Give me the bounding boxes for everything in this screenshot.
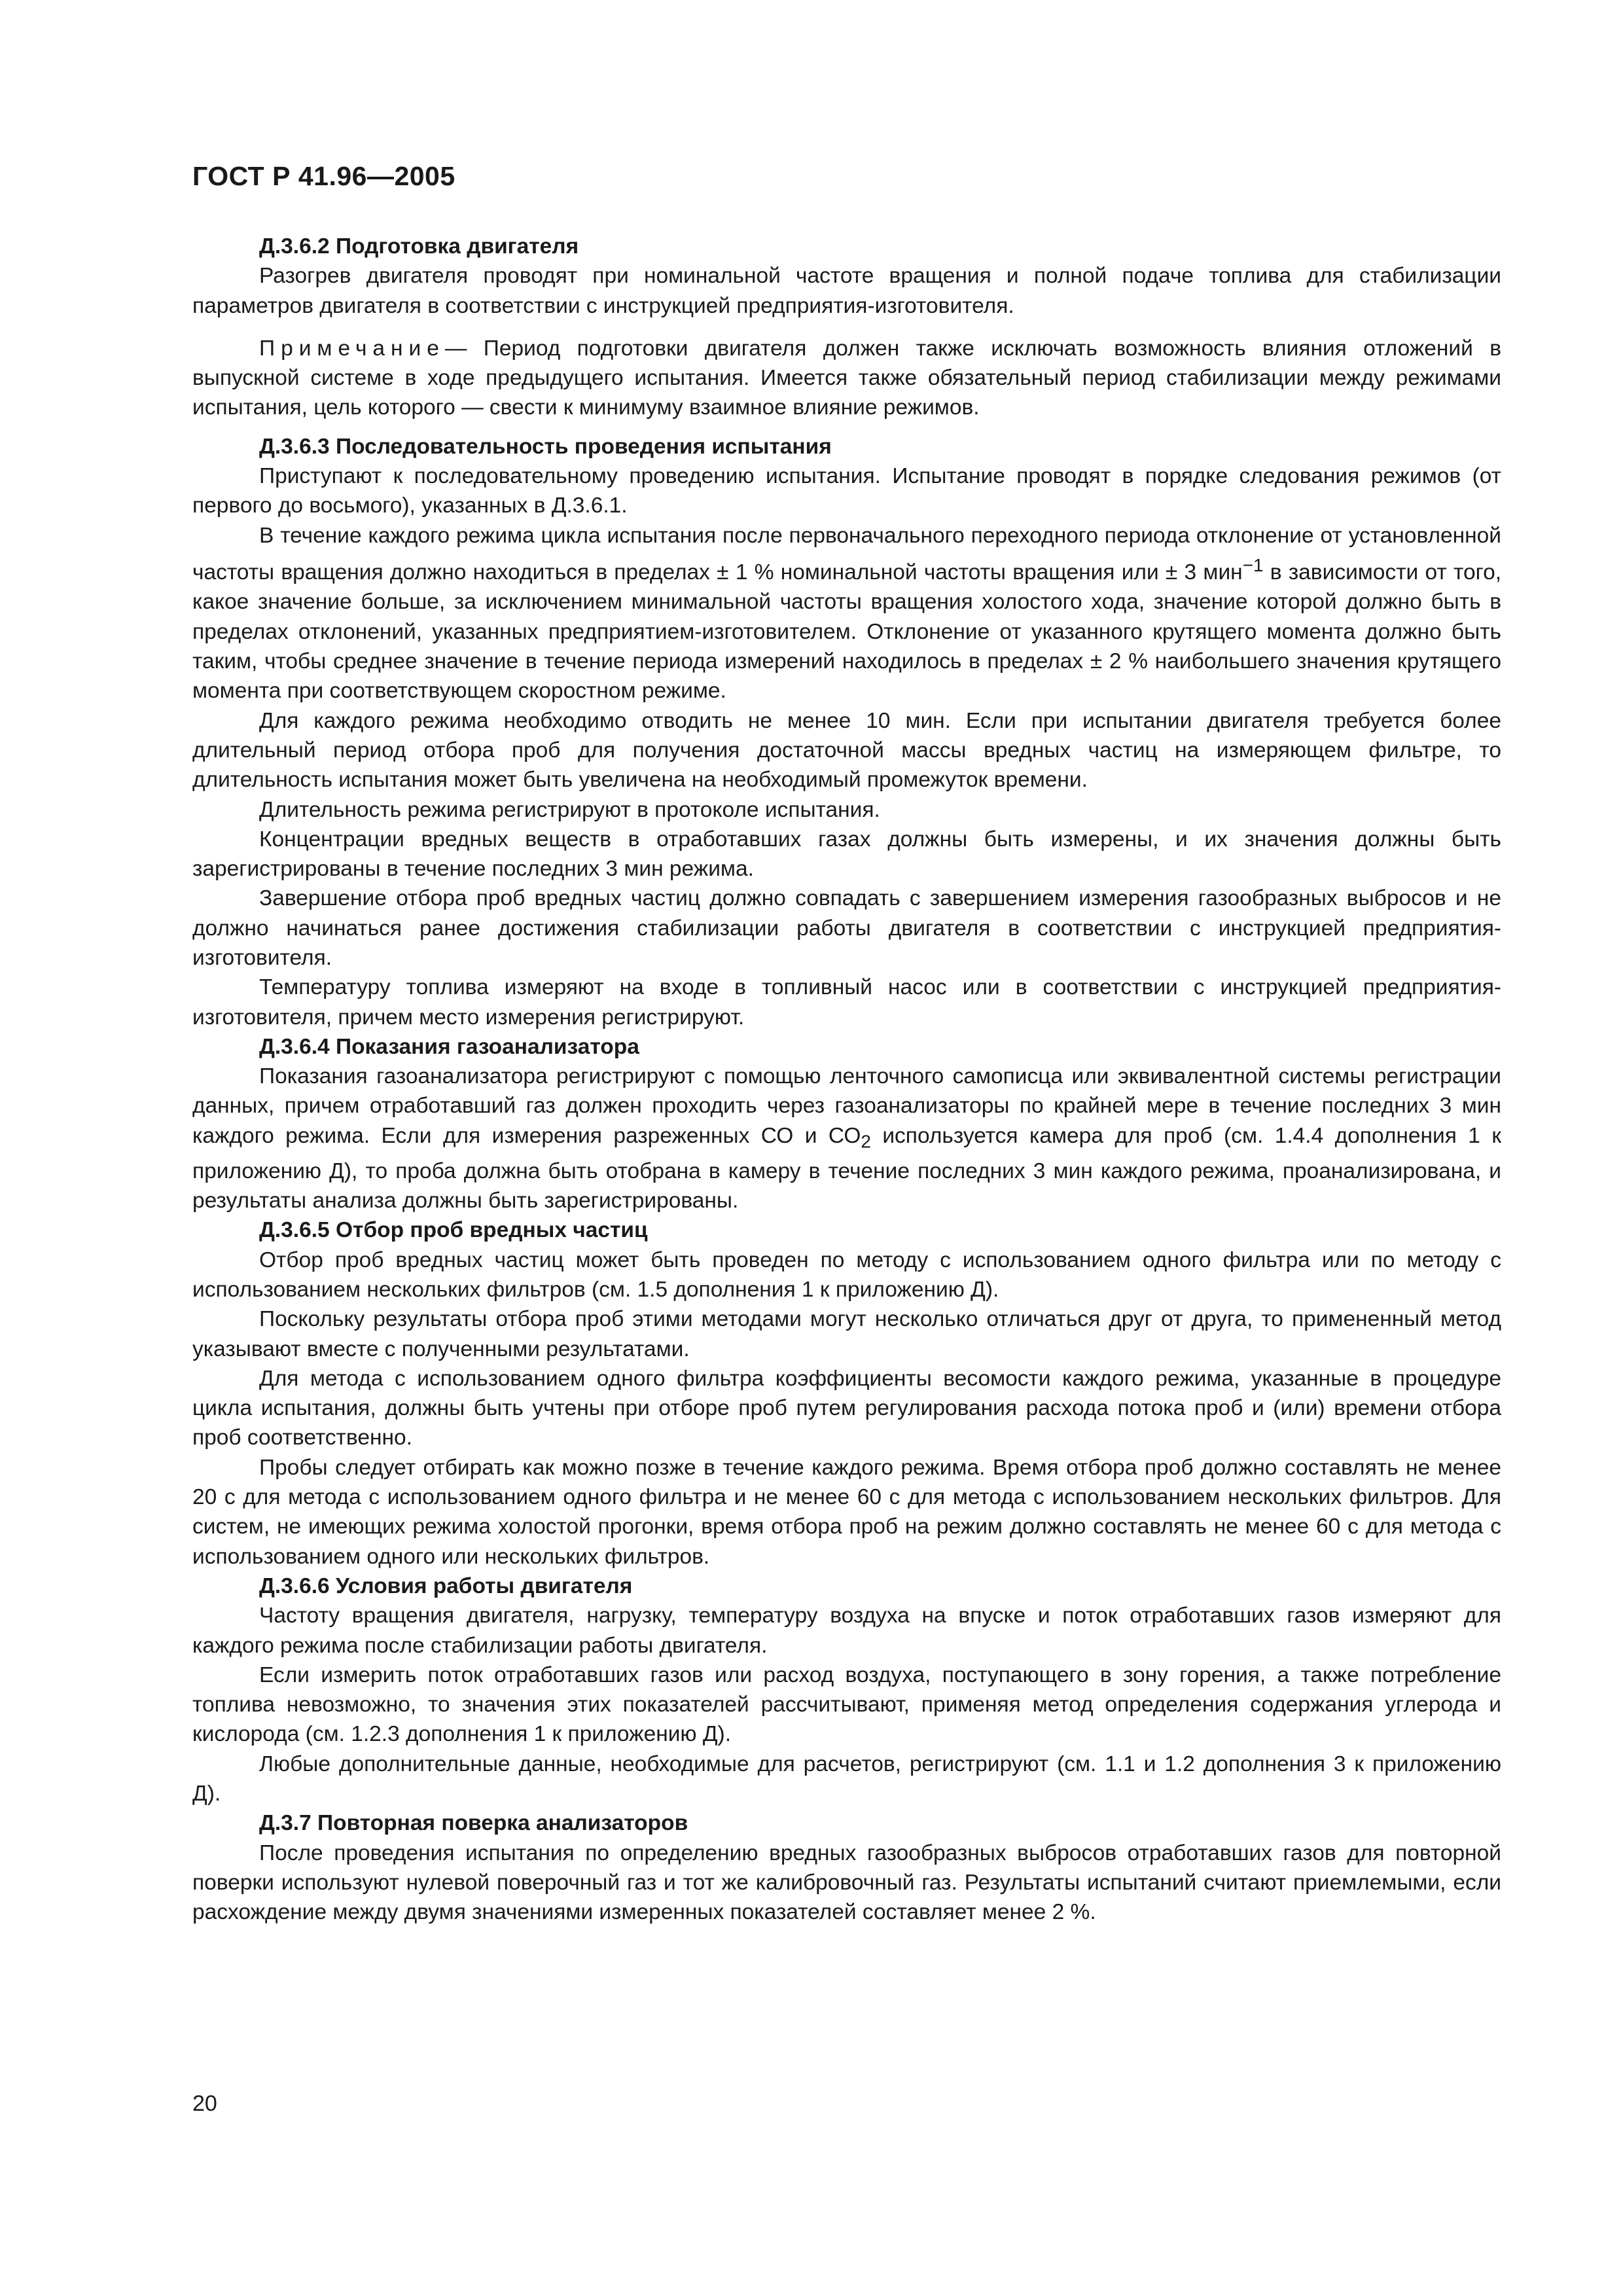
paragraph: После проведения испытания по определению вредных газообразных выбросов отработавших газов для повторной поверки используют нулевой поверочный газ и тот же калибровочный газ. Результаты испытаний считают приемлемыми, если расхождение между двумя значениями измеренных показателей составляет менее 2 %. <box>192 1840 1501 1925</box>
subscript-wrap <box>861 1131 871 1151</box>
document-header: ГОСТ Р 41.96—2005 <box>192 161 455 191</box>
paragraph-text: в зависимости от того, какое значение больше, за исключением минимальной частоты вращения холостого хода, значение которой должно быть в пределах отклонений, указанных предприятием-изготовителем. Отклонение от указанного крутящего момента должно быть таким, чтобы среднее значение в течение периода измерений находилось в пределах ± 2 % наибольшего значения крутящего момента при соответствующем скоростном режиме. <box>192 560 1502 704</box>
paragraph-text: В течение каждого режима цикла испытания после первоначального переходного периода отклонение от установленной частоты вращения должно находиться в пределах ± 1 % номинальной частоты вращения или ± 3 мин <box>192 523 1501 585</box>
paragraph: Для каждого режима необходимо отводить не менее 10 мин. Если при испытании двигателя требуется более длительный период отбора проб для получения достаточной массы вредных частиц на измеряющем фильтре, то длительность испытания может быть увеличена на необходимый промежуток времени. <box>192 708 1501 793</box>
superscript: −1 <box>1242 554 1264 575</box>
paragraph: Частоту вращения двигателя, нагрузку, температуру воздуха на впуске и поток отработавших газов измеряют для каждого режима после стабилизации работы двигателя. <box>192 1604 1501 1658</box>
paragraph: Любые дополнительные данные, необходимые для расчетов, регистрируют (см. 1.1 и 1.2 дополнения 3 к приложению Д). <box>192 1751 1501 1806</box>
paragraph <box>192 521 1501 706</box>
paragraph: Разогрев двигателя проводят при номинальной частоте вращения и полной подаче топлива для стабилизации параметров двигателя в соответствии с инструкцией предприятия-изготовителя. <box>192 264 1501 318</box>
superscript-wrap <box>1243 555 1264 575</box>
section-heading: Д.3.6.3 Последовательность проведения испытания <box>259 434 832 459</box>
paragraph: Длительность режима регистрируют в протоколе испытания. <box>259 797 880 822</box>
paragraph: Завершение отбора проб вредных частиц должно совпадать с завершением измерения газообразных выбросов и не должно начинаться ранее достижения стабилизации работы двигателя в соответствии с инструкцией предприятия-изготовителя. <box>192 886 1501 970</box>
paragraph: Отбор проб вредных частиц может быть проведен по методу с использованием одного фильтра или по методу с использованием нескольких фильтров (см. 1.5 дополнения 1 к приложению Д). <box>192 1247 1501 1302</box>
paragraph: Пробы следует отбирать как можно позже в течение каждого режима. Время отбора проб должно составлять не менее 20 с для метода с использованием одного фильтра и не менее 60 с для метода с использованием нескольких фильтров. Для систем, не имеющих режима холостой прогонки, время отбора проб на режим должно составлять не менее 60 с для метода с использованием одного или нескольких фильтров. <box>192 1455 1501 1569</box>
paragraph <box>192 1062 1501 1215</box>
page-number: 20 <box>192 2091 217 2116</box>
section-heading: Д.3.6.6 Условия работы двигателя <box>259 1573 633 1598</box>
paragraph-text: Показания газоанализатора регистрируют с помощью ленточного самописца или эквивалентной системы регистрации данных, причем отработавший газ должен проходить через газоанализаторы по крайней мере в течение последних 3 мин каждого режима. Если для измерения разреженных СО и СО <box>192 1064 1501 1148</box>
section-heading: Д.3.6.4 Показания газоанализатора <box>259 1034 639 1059</box>
paragraph: Концентрации вредных веществ в отработавших газах должны быть измерены, и их значения должны быть зарегистрированы в течение последних 3 мин режима. <box>192 827 1501 882</box>
note-label: Примечание <box>259 336 445 361</box>
paragraph: Поскольку результаты отбора проб этими методами могут несколько отличаться друг от друга, то примененный метод указывают вместе с полученными результатами. <box>192 1307 1501 1361</box>
paragraph: Температуру топлива измеряют на входе в топливный насос или в соответствии с инструкцией предприятия-изготовителя, причем место измерения регистрируют. <box>192 975 1501 1030</box>
paragraph: Для метода с использованием одного фильтра коэффициенты весомости каждого режима, указанные в процедуре цикла испытания, должны быть учтены при отборе проб путем регулирования расхода потока проб и (или) времени отбора проб соответственно. <box>192 1366 1501 1450</box>
paragraph-text: используется камера для проб (см. 1.4.4 дополнения 1 к приложению Д), то проба должна быть отобрана в камеру в течение последних 3 мин каждого режима, проанализирована, и результаты анализа должны быть зарегистрированы. <box>192 1123 1502 1213</box>
subscript: 2 <box>861 1131 871 1152</box>
section-heading: Д.3.6.2 Подготовка двигателя <box>259 234 579 259</box>
note-paragraph <box>192 334 1501 423</box>
section-heading: Д.3.7 Повторная поверка анализаторов <box>259 1811 688 1836</box>
section-heading: Д.3.6.5 Отбор проб вредных частиц <box>259 1218 648 1243</box>
note-text: — Период подготовки двигателя должен также исключать возможность влияния отложений в выпускной системе в ходе предыдущего испытания. Имеется также обязательный период стабилизации между режимами испытания, цель которого — свести к минимуму взаимное влияние режимов. <box>192 336 1501 420</box>
paragraph: Если измерить поток отработавших газов или расход воздуха, поступающего в зону горения, а также потребление топлива невозможно, то значения этих показателей рассчитывают, применяя метод определения содержания углерода и кислорода (см. 1.2.3 дополнения 1 к приложению Д). <box>192 1662 1501 1747</box>
document-body <box>192 232 1501 1927</box>
paragraph: Приступают к последовательному проведению испытания. Испытание проводят в порядке следования режимов (от первого до восьмого), указанных в Д.3.6.1. <box>192 464 1501 518</box>
